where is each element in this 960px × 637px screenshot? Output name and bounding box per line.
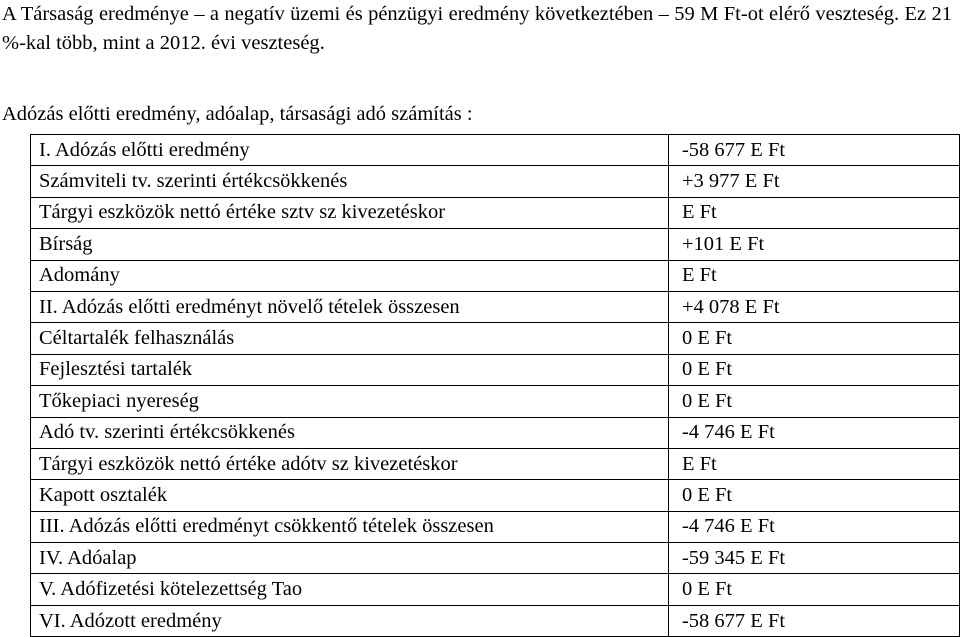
table-row: [31, 166, 960, 197]
row-label: I. Adózás előtti eredmény: [31, 135, 669, 166]
row-label: IV. Adóalap: [31, 543, 669, 574]
row-label: Számviteli tv. szerinti értékcsökkenés: [31, 166, 669, 197]
row-value: E Ft: [668, 260, 959, 291]
row-value: -4 746 E Ft: [668, 511, 959, 542]
row-value: +4 078 E Ft: [668, 291, 959, 322]
row-value: 0 E Ft: [668, 574, 959, 605]
row-label: Adó tv. szerinti értékcsökkenés: [31, 417, 669, 448]
row-value: 0 E Ft: [668, 386, 959, 417]
table-row: [31, 480, 960, 511]
table-row: [31, 291, 960, 322]
row-label: Fejlesztési tartalék: [31, 354, 669, 385]
table-row: [31, 229, 960, 260]
table-row: [31, 543, 960, 574]
table-row: [31, 511, 960, 542]
row-value: -58 677 E Ft: [668, 135, 959, 166]
row-label: Tárgyi eszközök nettó értéke sztv sz kivezetéskor: [31, 197, 669, 228]
row-label: Bírság: [31, 229, 669, 260]
row-label: V. Adófizetési kötelezettség Tao: [31, 574, 669, 605]
tax-calculation-table: [30, 134, 960, 637]
row-label: Tőkepiaci nyereség: [31, 386, 669, 417]
table-row: [31, 260, 960, 291]
row-value: E Ft: [668, 197, 959, 228]
section-heading: Adózás előtti eredmény, adóalap, társasági adó számítás :: [2, 103, 473, 125]
row-value: +3 977 E Ft: [668, 166, 959, 197]
table-row: [31, 386, 960, 417]
row-label: Tárgyi eszközök nettó értéke adótv sz kivezetéskor: [31, 448, 669, 479]
intro-paragraph: A Társaság eredménye – a negatív üzemi és pénzügyi eredmény következtében – 59 M Ft-ot elérő veszteség. Ez 21 %-kal több, mint a 2012. évi veszteség.: [2, 3, 952, 54]
row-value: 0 E Ft: [668, 480, 959, 511]
table-row: [31, 605, 960, 636]
row-label: Adomány: [31, 260, 669, 291]
row-value: +101 E Ft: [668, 229, 959, 260]
row-label: VI. Adózott eredmény: [31, 605, 669, 636]
row-value: -4 746 E Ft: [668, 417, 959, 448]
table-row: [31, 574, 960, 605]
row-value: E Ft: [668, 448, 959, 479]
row-label: II. Adózás előtti eredményt növelő tételek összesen: [31, 291, 669, 322]
table-row: [31, 135, 960, 166]
table-row: [31, 197, 960, 228]
table-row: [31, 448, 960, 479]
row-label: III. Adózás előtti eredményt csökkentő tételek összesen: [31, 511, 669, 542]
table-row: [31, 323, 960, 354]
row-value: 0 E Ft: [668, 354, 959, 385]
row-value: -58 677 E Ft: [668, 605, 959, 636]
row-value: 0 E Ft: [668, 323, 959, 354]
table-row: [31, 417, 960, 448]
row-value: -59 345 E Ft: [668, 543, 959, 574]
table-row: [31, 354, 960, 385]
row-label: Céltartalék felhasználás: [31, 323, 669, 354]
row-label: Kapott osztalék: [31, 480, 669, 511]
